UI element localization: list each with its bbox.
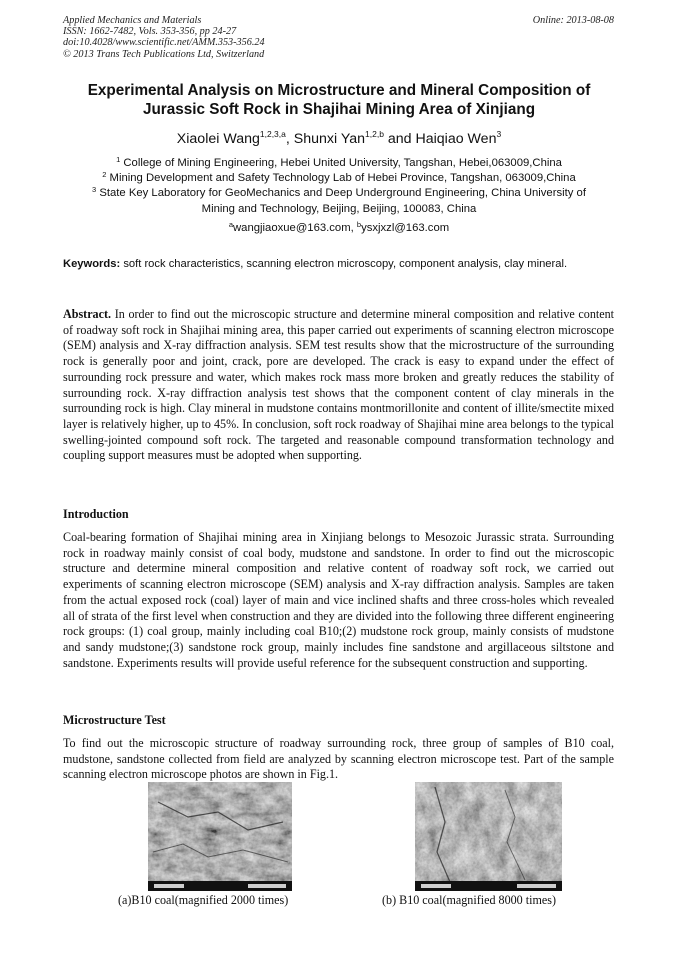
affiliation-marker: 3 [92,185,97,195]
figure-caption-a: (a)B10 coal(magnified 2000 times) [118,893,289,907]
abstract-label: Abstract. [63,307,112,321]
microstructure-heading: Microstructure Test [63,713,166,727]
affiliation-text: Mining Development and Safety Technology Lab of Hebei Province, Tangshan, 063009,China [109,172,576,185]
affiliation-marker: 2 [102,170,107,180]
author-name: Haiqiao Wen [415,131,497,147]
author-list [60,131,618,147]
sem-micrograph-a [148,782,292,891]
title-line-2: Jurassic Soft Rock in Shajihai Mining Area of Xinjiang [142,101,536,118]
journal-doi: doi:10.4028/www.scientific.net/AMM.353-356.24 [63,37,265,49]
figure-caption-b: (b) B10 coal(magnified 8000 times) [382,893,556,907]
sem-micrograph-b [415,782,562,891]
abstract-text: In order to find out the microscopic structure and determine mineral composition and relative content of roadway soft rock in Shajihai mining area, this paper carried out experiments of scanning electron microscope (SEM) analysis and X-ray diffraction analysis. SEM test results show that the microstructure of the surrounding rock is generally poor and joint, crack, pore are developed. The crack is easy to expand under the effect of surrounding rock pressure and water, which makes rock mass more broken and greatly reduces the stability of surrounding rock. X-ray diffraction analysis test shows that the component content of clay minerals in the surrounding rock is high. Clay mineral in mudstone contains montmorillonite and content of illite/smectite mixed layer is relatively higher, up to 45%. In conclusion, soft rock roadway of Shajihai mine area belongs to the typical swelling-jointed compound soft rock. The targeted and reasonable compound transformation technology and coupling support measures must be adopted when supporting. [63,307,614,463]
paper-title [60,81,618,119]
affiliation-marker: 1 [116,155,121,164]
affiliation-3-continued: Mining and Technology, Beijing, Beijing, 100083, China [201,202,477,215]
affiliation-text: College of Mining Engineering, Hebei United University, Tangshan, Hebei,063009,China [123,157,562,169]
author-emails [60,222,618,234]
affiliations [60,156,618,217]
email-link[interactable]: ysxjxzl@163.com [361,222,450,234]
email-link[interactable]: wangjiaoxue@163.com [233,222,351,234]
keywords-label: Keywords: [63,258,121,270]
journal-copyright: © 2013 Trans Tech Publications Ltd, Switzerland [63,48,265,60]
email-marker: b [356,220,362,229]
microstructure-text: To find out the microscopic structure of roadway surrounding rock, three group of samples of B10 coal, mudstone, sandstone collected from field are analyzed by scanning electron microscope test. Part of the sample scanning electron microscope photos are shown in Fig.1. [63,736,614,782]
author-affiliation-marker: 3 [496,129,502,139]
journal-info [63,15,265,60]
online-date: Online: 2013-08-08 [532,15,614,26]
author-separator: , [285,131,294,147]
journal-issn: ISSN: 1662-7482, Vols. 353-356, pp 24-27 [63,26,237,38]
affiliation-text: State Key Laboratory for GeoMechanics and Deep Underground Engineering, China University of [99,187,586,200]
author-affiliation-marker: 1,2,3,a [259,129,286,139]
title-line-1: Experimental Analysis on Microstructure and Mineral Composition of [87,82,591,99]
sem-image-b [415,782,562,891]
journal-name: Applied Mechanics and Materials [63,15,202,26]
keywords [63,257,614,273]
affiliation-3 [60,186,618,201]
abstract [63,307,614,464]
introduction-heading: Introduction [63,507,129,521]
introduction-text: Coal-bearing formation of Shajihai mining area in Xinjiang belongs to Mesozoic Jurassic strata. Surrounding rock in roadway mainly consist of coal body, mudstone and sandstone. In order to find out the microscopic structure and determine mineral composition and relative content of roadway soft rock, we carried out experiments of scanning electron microscope (SEM) analysis and X-ray diffraction analysis. Samples are taken from the actual exposed rock (coal) layer of main and vice inclined shafts and three cross-holes which revealed all of strata of the first level when construction and they are divided into the following three different engineering rock groups: (1) coal group, mainly including coal B10;(2) mudstone rock group, mainly consists of mudstone and sandy mudstone;(3) sandstone rock group, mainly includes fine sandstone and argillaceous siltstone and sandstone. Experiments results will provide useful reference for the subsequent construction and supporting. [63,530,614,670]
sem-image-a [148,782,292,891]
author-name: Shunxi Yan [293,131,366,147]
affiliation-1 [60,156,618,171]
author-affiliation-marker: 1,2,b [365,129,384,139]
author-name: Xiaolei Wang [176,131,260,147]
affiliation-2 [60,171,618,186]
email-separator: , [350,222,357,234]
keywords-text: soft rock characteristics, scanning electron microscopy, component analysis, clay mineral. [123,258,568,270]
author-separator: and [383,131,416,147]
email-marker: a [228,220,234,229]
